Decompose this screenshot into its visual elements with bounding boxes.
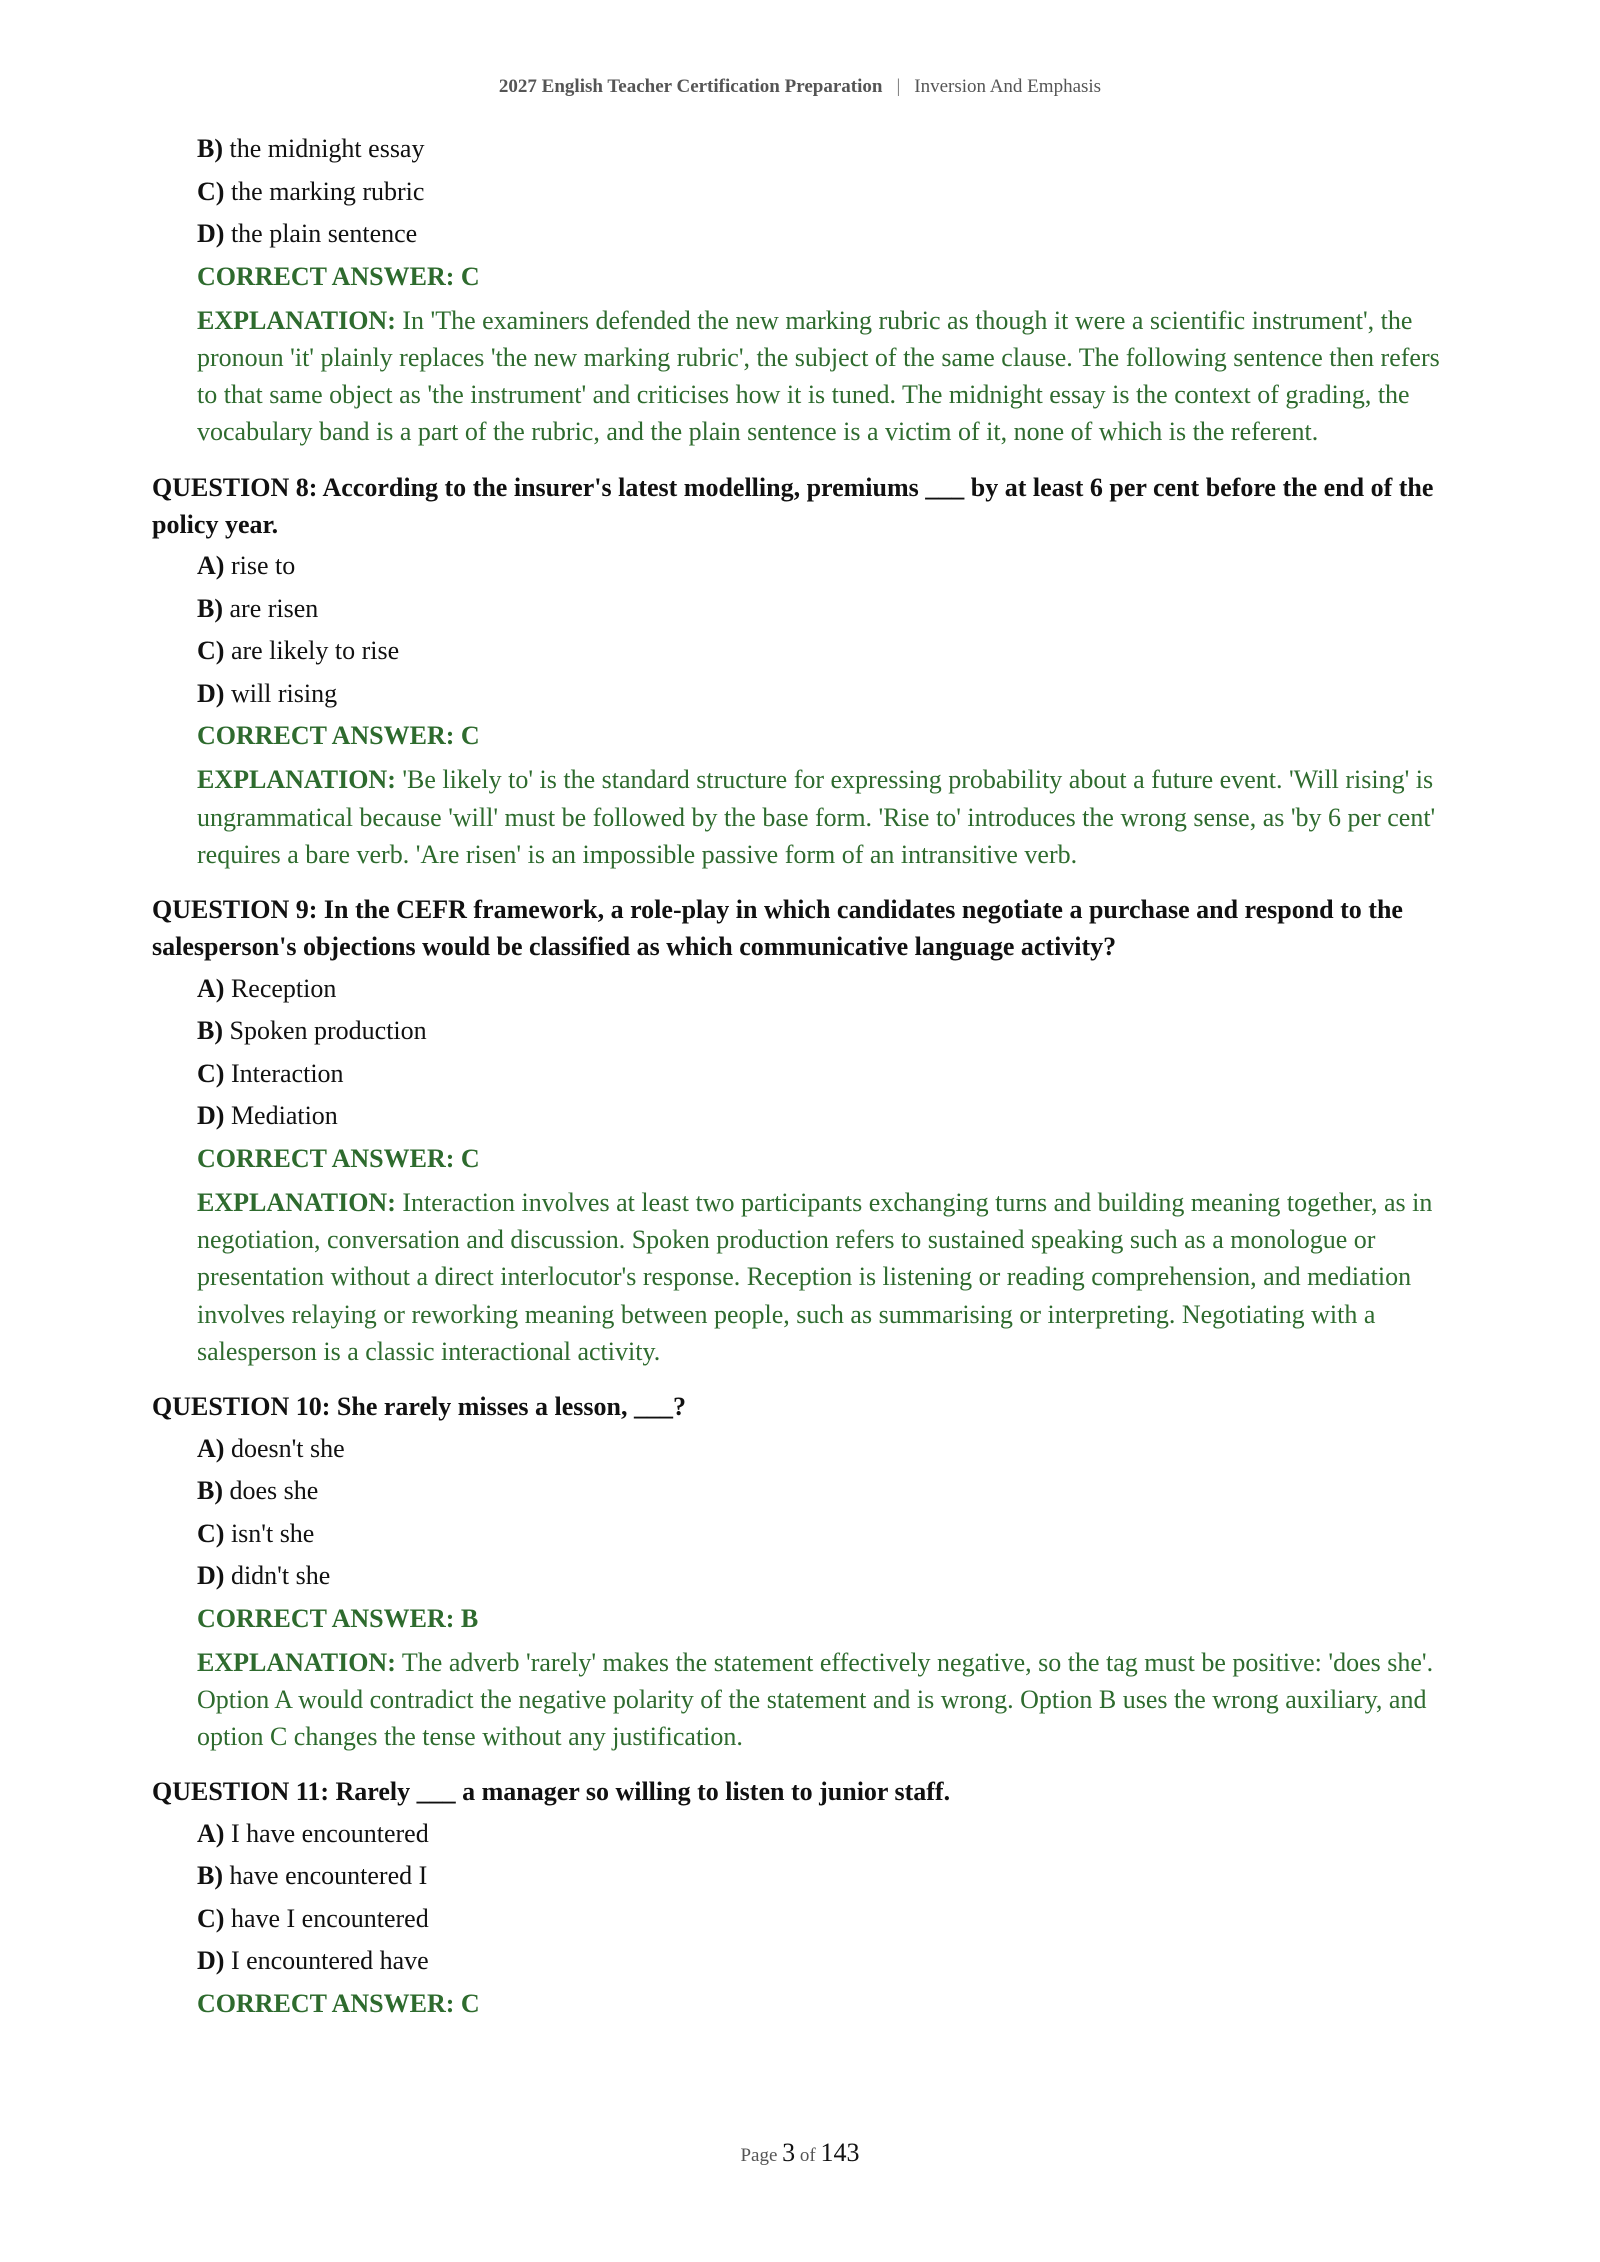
- question-8-block: [152, 469, 1452, 873]
- header-separator: |: [896, 76, 901, 97]
- correct-answer: CORRECT ANSWER: C: [197, 1988, 480, 2018]
- page-number: 3: [782, 2138, 796, 2167]
- explanation-text: 'Be likely to' is the standard structure for expressing probability about a future event. 'Will rising' is ungrammatical because 'will' must be followed by the base form. 'Rise to' introduces the wrong sense, as 'by 6 per cent' requires a bare verb. 'Are risen' is an impossible passive form of an intransitive verb.: [197, 765, 1436, 869]
- option-b: [197, 1016, 1452, 1046]
- section-title: Inversion And Emphasis: [914, 76, 1102, 97]
- option-c: [197, 636, 1452, 666]
- page-header: [0, 76, 1600, 98]
- option-d: [197, 679, 1452, 709]
- option-text: have I encountered: [230, 1903, 429, 1933]
- explanation: [197, 761, 1452, 873]
- option-text: Spoken production: [229, 1016, 427, 1046]
- option-text: didn't she: [230, 1561, 331, 1591]
- of-word: of: [799, 2145, 816, 2166]
- option-d: [197, 1101, 1452, 1131]
- option-b: [197, 1861, 1452, 1891]
- question-prompt: QUESTION 9: In the CEFR framework, a role-play in which candidates negotiate a purchase and respond to the salesperson's objections would be classified as which communicative language activity?: [152, 895, 1403, 962]
- option-c: [197, 1059, 1452, 1089]
- explanation-label: EXPLANATION:: [197, 1647, 396, 1677]
- option-text: will rising: [230, 678, 338, 708]
- option-letter: C): [197, 1058, 225, 1088]
- option-a: [197, 1434, 1452, 1464]
- option-text: does she: [229, 1476, 319, 1506]
- option-letter: B): [197, 1016, 223, 1046]
- option-text: are likely to rise: [230, 636, 400, 666]
- option-text: the midnight essay: [229, 134, 425, 163]
- option-letter: D): [197, 678, 225, 708]
- option-letter: A): [197, 1433, 225, 1463]
- option-text: rise to: [230, 551, 296, 581]
- explanation-text: In 'The examiners defended the new marking rubric as though it were a scientific instrument', the pronoun 'it' plainly replaces 'the new marking rubric', the subject of the same clause. The following sentence then refers to that same object as 'the instrument' and criticises how it is tuned. The midnight essay is the context of grading, the vocabulary band is a part of the rubric, and the plain sentence is a victim of it, none of which is the referent.: [197, 305, 1440, 447]
- option-text: doesn't she: [230, 1433, 345, 1463]
- explanation-label: EXPLANATION:: [197, 765, 396, 795]
- option-b: [197, 594, 1452, 624]
- document-title: 2027 English Teacher Certification Preparation: [498, 76, 883, 97]
- question-prompt: QUESTION 10: She rarely misses a lesson, ___?: [152, 1392, 686, 1422]
- option-letter: C): [197, 1903, 225, 1933]
- option-text: the plain sentence: [230, 219, 418, 248]
- option-text: are risen: [229, 593, 319, 623]
- option-letter: D): [197, 1561, 225, 1591]
- option-c: [197, 1904, 1452, 1934]
- page-content: [152, 134, 1452, 2029]
- option-letter: C): [197, 176, 225, 206]
- correct-answer: CORRECT ANSWER: C: [197, 261, 480, 291]
- option-letter: A): [197, 551, 225, 581]
- option-letter: A): [197, 1818, 225, 1848]
- option-d: [197, 1946, 1452, 1976]
- explanation: [197, 1184, 1452, 1370]
- option-text: Interaction: [230, 1058, 344, 1088]
- correct-answer: CORRECT ANSWER: B: [197, 1603, 479, 1633]
- option-text: Mediation: [230, 1101, 338, 1131]
- option-text: isn't she: [230, 1518, 315, 1548]
- option-text: have encountered I: [229, 1861, 428, 1891]
- page-footer: [0, 2138, 1600, 2168]
- explanation-label: EXPLANATION:: [197, 305, 396, 335]
- option-text: I encountered have: [230, 1946, 429, 1976]
- question-9-block: [152, 891, 1452, 1370]
- option-text: I have encountered: [230, 1818, 429, 1848]
- option-a: [197, 551, 1452, 581]
- option-letter: D): [197, 219, 225, 248]
- option-a: [197, 974, 1452, 1004]
- explanation-text: Interaction involves at least two participants exchanging turns and building meaning together, as in negotiation, conversation and discussion. Spoken production refers to sustained speaking such as a monologue or presentation without a direct interlocutor's response. Reception is listening or reading comprehension, and mediation involves relaying or reworking meaning between people, such as summarising or interpreting. Negotiating with a salesperson is a classic interactional activity.: [197, 1187, 1433, 1366]
- option-b: [197, 1476, 1452, 1506]
- option-letter: D): [197, 1946, 225, 1976]
- explanation: [197, 1644, 1452, 1756]
- explanation-text: The adverb 'rarely' makes the statement effectively negative, so the tag must be positive: 'does she'. Option A would contradict the negative polarity of the statement and is wrong. Option B uses the wrong auxiliary, and option C changes the tense without any justification.: [197, 1647, 1434, 1752]
- question-prompt: QUESTION 8: According to the insurer's latest modelling, premiums ___ by at least 6 per cent before the end of the policy year.: [152, 472, 1434, 539]
- option-letter: A): [197, 973, 225, 1003]
- option-c: [197, 177, 1452, 207]
- explanation: [197, 302, 1452, 451]
- question-11-block: [152, 1773, 1452, 2018]
- total-pages: 143: [820, 2138, 860, 2167]
- option-b: [197, 134, 1452, 164]
- option-d: [197, 219, 1452, 249]
- option-c: [197, 1519, 1452, 1549]
- question-10-block: [152, 1388, 1452, 1755]
- question-7-continuation: [152, 134, 1452, 451]
- correct-answer: CORRECT ANSWER: C: [197, 1143, 480, 1173]
- question-prompt: QUESTION 11: Rarely ___ a manager so willing to listen to junior staff.: [152, 1777, 951, 1807]
- page-word: Page: [740, 2145, 778, 2166]
- option-text: the marking rubric: [230, 176, 425, 206]
- option-text: Reception: [230, 973, 337, 1003]
- option-letter: C): [197, 1518, 225, 1548]
- option-letter: B): [197, 134, 223, 163]
- explanation-label: EXPLANATION:: [197, 1187, 396, 1217]
- correct-answer: CORRECT ANSWER: C: [197, 721, 480, 751]
- option-letter: B): [197, 593, 223, 623]
- option-letter: B): [197, 1476, 223, 1506]
- option-d: [197, 1561, 1452, 1591]
- option-letter: B): [197, 1861, 223, 1891]
- option-letter: C): [197, 636, 225, 666]
- option-a: [197, 1819, 1452, 1849]
- option-letter: D): [197, 1101, 225, 1131]
